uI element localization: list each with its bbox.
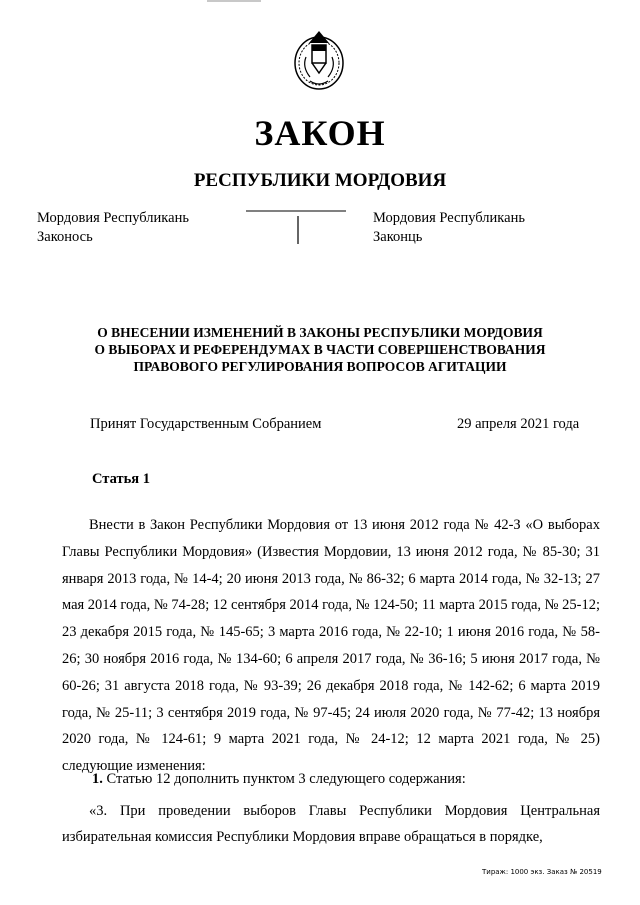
right-caption-line-1: Мордовия Республикань bbox=[373, 210, 525, 226]
adopted-date: 29 апреля 2021 года bbox=[457, 416, 580, 432]
coat-of-arms-emblem bbox=[292, 27, 346, 91]
heading-line-3: ПРАВОВОГО РЕГУЛИРОВАНИЯ ВОПРОСОВ АГИТАЦИИ bbox=[133, 359, 507, 374]
amendment-quote: «3. При проведении выборов Главы Республики Мордовия Центральная избирательная комиссия Республики Мордовия вправе обращаться в порядке, bbox=[62, 803, 600, 845]
adopted-by: Принят Государственным Собранием bbox=[90, 416, 322, 432]
print-info: Тираж: 1000 экз. Заказ № 20519 bbox=[482, 868, 602, 876]
heading-line-2: О ВЫБОРАХ И РЕФЕРЕНДУМАХ В ЧАСТИ СОВЕРШЕНСТВОВАНИЯ bbox=[94, 342, 546, 357]
article-paragraph: Внести в Закон Республики Мордовия от 13 июня 2012 года № 42-З «О выборах Главы Республики Мордовия» (Известия Мордовии, 13 июня 2012 года, № 85-30; 31 января 2013 года, № 14-4; 20 июня 2013 года, № 86-32; 6 марта 2014 года, № 32-13; 27 мая 2014 года, № 74-28; 12 сентября 2014 года, № 124-50; 11 марта 2015 года, № 25-12; 23 декабря 2015 года, № 145-65; 3 марта 2016 года, № 22-10; 1 июня 2016 года, № 58-26; 30 ноября 2016 года, № 134-60; 6 апреля 2017 года, № 36-16; 5 июня 2017 года, № 60-26; 31 августа 2018 года, № 93-39; 26 декабря 2018 года, № 142-62; 6 марта 2019 года, № 25-11; 3 сентября 2019 года, № 97-45; 24 июля 2020 года, № 77-42; 13 ноября 2020 года, № 124-61; 9 марта 2021 года, № 24-12; 12 марта 2021 года, № 25) следующие изменения: bbox=[62, 517, 600, 775]
law-title: ЗАКОН bbox=[254, 113, 386, 153]
heading-line-1: О ВНЕСЕНИИ ИЗМЕНЕНИЙ В ЗАКОНЫ РЕСПУБЛИКИ МОРДОВИЯ bbox=[97, 325, 543, 340]
left-caption-line-2: Законось bbox=[37, 229, 93, 245]
amendment-text: Статью 12 дополнить пунктом 3 следующего содержания: bbox=[106, 771, 466, 787]
republic-subtitle: РЕСПУБЛИКИ МОРДОВИЯ bbox=[193, 170, 447, 191]
right-caption-line-2: Законць bbox=[373, 229, 423, 245]
law-heading bbox=[0, 324, 640, 375]
center-divider-mark bbox=[246, 210, 346, 246]
right-caption bbox=[373, 209, 525, 247]
left-caption-line-1: Мордовия Республикань bbox=[37, 210, 189, 226]
amendment-number: 1. bbox=[92, 771, 103, 787]
left-caption bbox=[37, 209, 189, 247]
amendment-item bbox=[92, 771, 466, 788]
top-scan-mark bbox=[207, 0, 261, 2]
article-label: Статья 1 bbox=[92, 471, 150, 487]
